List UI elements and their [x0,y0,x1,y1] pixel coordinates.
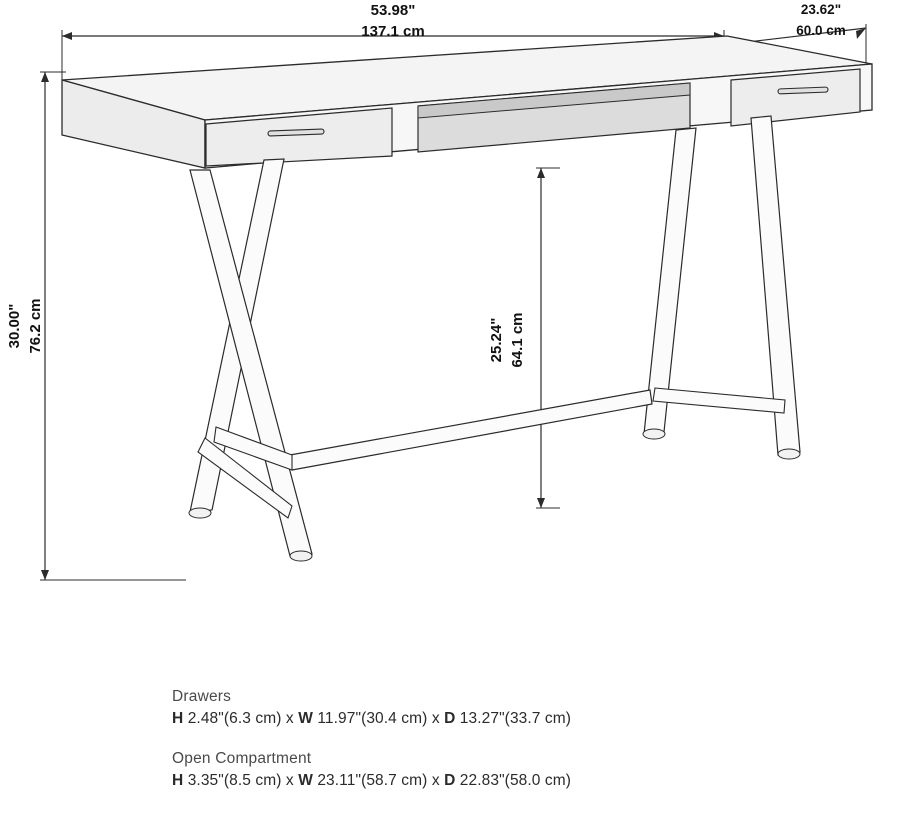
spec-compartment-title: Open Compartment [172,750,312,767]
spec-drawers-w-label: W [298,710,313,727]
center-stretcher [290,390,652,470]
spec-drawers-h-label: H [172,710,184,727]
spec-drawers-d-label: D [444,710,456,727]
depth-cm-label: 60.0 cm [796,23,846,38]
clearance-dimension-group [536,168,560,508]
foot-back-left [290,551,312,561]
spec-compartment-line [172,772,812,790]
clearance-arrow-top [537,168,545,178]
foot-back-right [643,429,665,439]
spec-drawers-line [172,710,812,728]
clearance-cm-label: 64.1 cm [509,312,526,368]
clearance-arrow-bottom [537,498,545,508]
spec-drawers [172,688,812,728]
clearance-inches-label: 25.24" [488,317,505,363]
spec-drawers-title: Drawers [172,688,232,705]
foot-front-right [778,449,800,459]
spec-compartment-h-label: H [172,772,184,789]
leg-right-brace [653,388,785,413]
leg-back-right [644,128,696,434]
spec-drawers-w-value: 11.97"(30.4 cm) x [312,710,445,727]
width-cm-label: 137.1 cm [361,23,425,40]
height-arrow-top [41,72,49,82]
spec-compartment-w-label: W [298,772,313,789]
spec-compartment-h-value: 3.35"(8.5 cm) x [183,772,299,789]
spec-compartment-w-value: 23.11"(58.7 cm) x [312,772,445,789]
depth-inches-label: 23.62" [800,2,842,17]
width-arrow-left [62,32,72,40]
foot-front-left [189,508,211,518]
height-cm-label: 76.2 cm [27,298,44,354]
height-inches-label: 30.00" [6,303,23,349]
spec-drawers-d-value: 13.27"(33.7 cm) [455,710,572,727]
spec-open-compartment [172,750,812,790]
specifications [172,688,812,812]
spec-drawers-h-value: 2.48"(6.3 cm) x [183,710,299,727]
height-arrow-bottom [41,570,49,580]
spec-compartment-d-value: 22.83"(58.0 cm) [455,772,572,789]
width-inches-label: 53.98" [370,2,416,19]
depth-arrow-right [856,28,866,39]
spec-compartment-d-label: D [444,772,456,789]
